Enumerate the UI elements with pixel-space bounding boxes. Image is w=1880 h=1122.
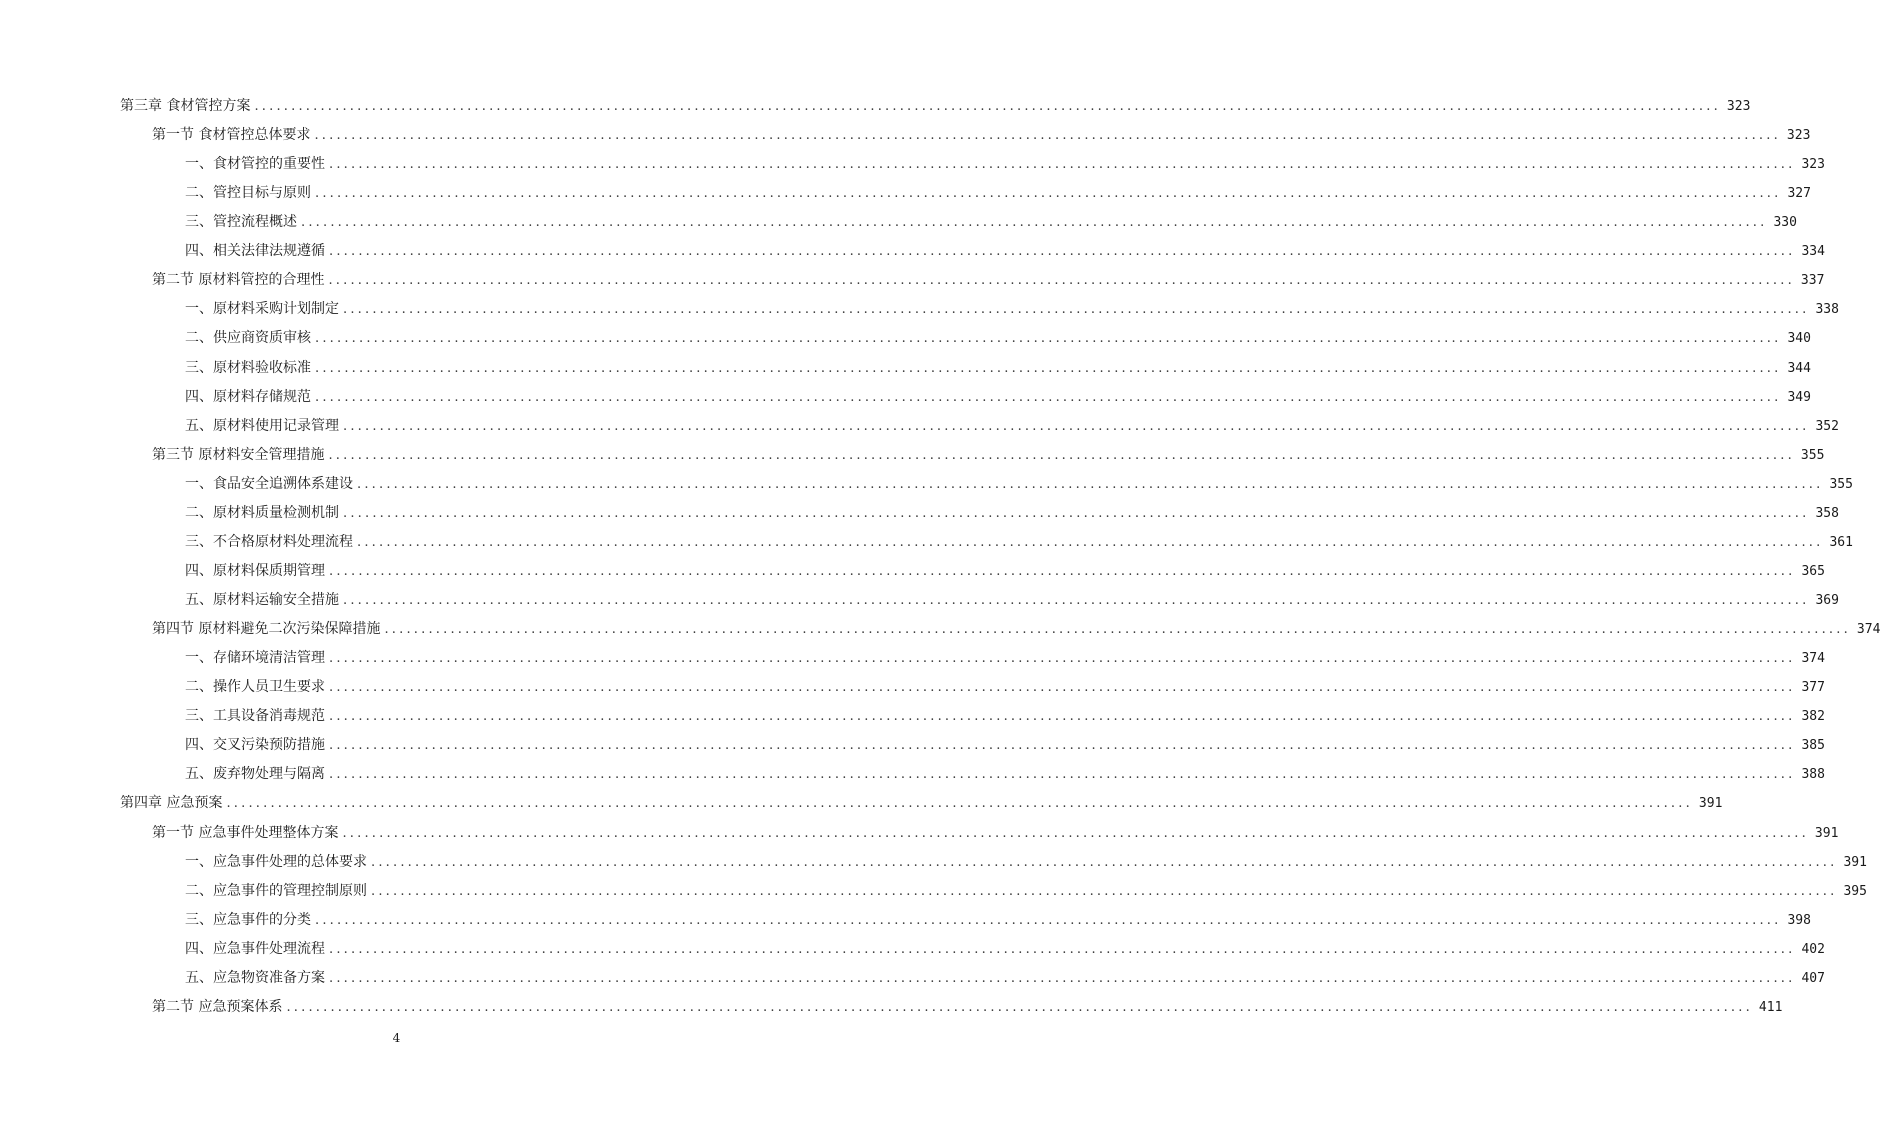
toc-entry-page: 391 <box>1843 854 1867 870</box>
dot-leader: ........................................................................................................................................................................................................ <box>329 680 1796 696</box>
dot-leader: ........................................................................................................................................................................................................ <box>329 970 1796 986</box>
dot-leader: ........................................................................................................................................................................................................ <box>328 273 1795 289</box>
dot-leader: ........................................................................................................................................................................................................ <box>315 186 1782 202</box>
toc-entry-page: 402 <box>1801 941 1825 957</box>
toc-entry-title: 二、供应商资质审核 <box>185 330 311 347</box>
toc-entry-title: 五、废弃物处理与隔离 <box>185 766 325 783</box>
toc-entry-page: 361 <box>1829 534 1853 550</box>
toc-entry-page: 365 <box>1801 563 1825 579</box>
toc-subsection-entry[interactable] <box>185 731 1825 760</box>
toc-entry-title: 二、操作人员卫生要求 <box>185 679 325 696</box>
toc-section-entry[interactable] <box>152 615 1880 644</box>
toc-subsection-entry[interactable] <box>185 906 1811 935</box>
toc-entry-page: 398 <box>1787 912 1811 928</box>
toc-chapter-entry[interactable] <box>120 789 1723 818</box>
dot-leader: ........................................................................................................................................................................................................ <box>254 99 1721 114</box>
toc-entry-title: 三、工具设备消毒规范 <box>185 708 325 725</box>
toc-entry-title: 第三节 原材料安全管理措施 <box>152 446 325 463</box>
toc-subsection-entry[interactable] <box>185 383 1811 412</box>
toc-subsection-entry[interactable] <box>185 470 1853 499</box>
toc-entry-page: 355 <box>1829 476 1853 492</box>
toc-entry-page: 391 <box>1814 825 1839 841</box>
toc-entry-page: 352 <box>1815 418 1839 434</box>
page-number: 4 <box>392 1031 401 1045</box>
toc-subsection-entry[interactable] <box>185 324 1811 353</box>
toc-entry-title: 四、应急事件处理流程 <box>185 940 325 957</box>
toc-entry-page: 358 <box>1815 505 1839 521</box>
toc-entry-page: 395 <box>1843 883 1867 899</box>
dot-leader: ........................................................................................................................................................................................................ <box>329 767 1796 783</box>
toc-entry-page: 374 <box>1856 622 1880 638</box>
toc-entry-title: 三、应急事件的分类 <box>185 911 311 928</box>
dot-leader: ........................................................................................................................................................................................................ <box>357 534 1824 550</box>
dot-leader: ........................................................................................................................................................................................................ <box>301 215 1768 231</box>
toc-subsection-entry[interactable] <box>185 702 1825 731</box>
toc-entry-page: 374 <box>1801 651 1825 667</box>
toc-entry-title: 四、相关法律法规遵循 <box>185 243 325 260</box>
toc-subsection-entry[interactable] <box>185 848 1867 877</box>
toc-entry-page: 355 <box>1800 447 1825 463</box>
toc-entry-title: 四、原材料存储规范 <box>185 388 311 405</box>
toc-entry-page: 323 <box>1726 99 1751 114</box>
toc-entry-page: 411 <box>1758 999 1783 1015</box>
toc-entry-page: 382 <box>1801 709 1825 725</box>
toc-entry-page: 377 <box>1801 680 1825 696</box>
toc-entry-page: 385 <box>1801 738 1825 754</box>
toc-entry-title: 四、原材料保质期管理 <box>185 562 325 579</box>
toc-entry-title: 第三章 食材管控方案 <box>120 98 251 114</box>
dot-leader: ........................................................................................................................................................................................................ <box>226 796 1693 812</box>
toc-subsection-entry[interactable] <box>185 586 1839 615</box>
toc-entry-title: 三、管控流程概述 <box>185 214 297 231</box>
dot-leader: ........................................................................................................................................................................................................ <box>329 651 1796 667</box>
toc-entry-title: 二、原材料质量检测机制 <box>185 504 339 521</box>
toc-entry-title: 二、管控目标与原则 <box>185 185 311 202</box>
toc-subsection-entry[interactable] <box>185 964 1825 993</box>
toc-subsection-entry[interactable] <box>185 208 1797 237</box>
toc-entry-title: 五、原材料运输安全措施 <box>185 592 339 609</box>
toc-entry-title: 第四章 应急预案 <box>120 795 223 812</box>
dot-leader: ........................................................................................................................................................................................................ <box>329 157 1796 173</box>
toc-entry-page: 330 <box>1773 215 1797 231</box>
toc-subsection-entry[interactable] <box>185 644 1825 673</box>
toc-entry-page: 369 <box>1815 593 1839 609</box>
toc-subsection-entry[interactable] <box>185 354 1811 383</box>
toc-subsection-entry[interactable] <box>185 150 1825 179</box>
toc-entry-page: 323 <box>1801 157 1825 173</box>
toc-entry-page: 340 <box>1787 331 1811 347</box>
dot-leader: ........................................................................................................................................................................................................ <box>342 825 1809 841</box>
dot-leader: ........................................................................................................................................................................................................ <box>329 941 1796 957</box>
toc-entry-title: 第一节 食材管控总体要求 <box>152 127 311 144</box>
toc-entry-title: 二、应急事件的管理控制原则 <box>185 882 367 899</box>
dot-leader: ........................................................................................................................................................................................................ <box>315 912 1782 928</box>
toc-entry-title: 一、应急事件处理的总体要求 <box>185 853 367 870</box>
dot-leader: ........................................................................................................................................................................................................ <box>315 331 1782 347</box>
toc-subsection-entry[interactable] <box>185 295 1839 324</box>
toc-entry-page: 349 <box>1787 389 1811 405</box>
toc-entry-page: 344 <box>1787 360 1811 376</box>
toc-entry-title: 四、交叉污染预防措施 <box>185 737 325 754</box>
toc-subsection-entry[interactable] <box>185 877 1867 906</box>
toc-entry-page: 407 <box>1801 970 1825 986</box>
toc-section-entry[interactable] <box>152 441 1825 470</box>
dot-leader: ........................................................................................................................................................................................................ <box>384 622 1851 638</box>
dot-leader: ........................................................................................................................................................................................................ <box>286 999 1753 1015</box>
toc-entry-title: 一、存储环境清洁管理 <box>185 650 325 667</box>
toc-section-entry[interactable] <box>152 266 1825 295</box>
toc-entry-title: 三、原材料验收标准 <box>185 359 311 376</box>
dot-leader: ........................................................................................................................................................................................................ <box>343 302 1810 318</box>
toc-entry-title: 五、应急物资准备方案 <box>185 969 325 986</box>
toc-subsection-entry[interactable] <box>185 499 1839 528</box>
toc-section-entry[interactable] <box>152 819 1839 848</box>
dot-leader: ........................................................................................................................................................................................................ <box>371 883 1838 899</box>
toc-entry-page: 337 <box>1800 273 1825 289</box>
toc-subsection-entry[interactable] <box>185 528 1853 557</box>
dot-leader: ........................................................................................................................................................................................................ <box>329 738 1796 754</box>
toc-subsection-entry[interactable] <box>185 412 1839 441</box>
toc-entry-title: 第四节 原材料避免二次污染保障措施 <box>152 621 381 638</box>
dot-leader: ........................................................................................................................................................................................................ <box>314 128 1781 144</box>
toc-entry-title: 三、不合格原材料处理流程 <box>185 533 353 550</box>
dot-leader: ........................................................................................................................................................................................................ <box>328 447 1795 463</box>
toc-subsection-entry[interactable] <box>185 673 1825 702</box>
toc-entry-title: 第二节 应急预案体系 <box>152 998 283 1015</box>
toc-subsection-entry[interactable] <box>185 557 1825 586</box>
toc-section-entry[interactable] <box>152 121 1811 150</box>
dot-leader: ........................................................................................................................................................................................................ <box>329 709 1796 725</box>
toc-chapter-entry[interactable] <box>120 92 1751 121</box>
toc-subsection-entry[interactable] <box>185 935 1825 964</box>
dot-leader: ........................................................................................................................................................................................................ <box>371 854 1838 870</box>
dot-leader: ........................................................................................................................................................................................................ <box>343 505 1810 521</box>
toc-entry-page: 391 <box>1698 796 1723 812</box>
toc-subsection-entry[interactable] <box>185 237 1825 266</box>
toc-entry-title: 一、食品安全追溯体系建设 <box>185 475 353 492</box>
dot-leader: ........................................................................................................................................................................................................ <box>329 563 1796 579</box>
toc-entry-title: 第二节 原材料管控的合理性 <box>152 272 325 289</box>
toc-entry-title: 第一节 应急事件处理整体方案 <box>152 824 339 841</box>
dot-leader: ........................................................................................................................................................................................................ <box>357 476 1824 492</box>
dot-leader: ........................................................................................................................................................................................................ <box>329 244 1796 260</box>
toc-subsection-entry[interactable] <box>185 179 1811 208</box>
toc-entry-page: 388 <box>1801 767 1825 783</box>
toc-subsection-entry[interactable] <box>185 760 1825 789</box>
dot-leader: ........................................................................................................................................................................................................ <box>343 418 1810 434</box>
toc-entry-title: 五、原材料使用记录管理 <box>185 417 339 434</box>
dot-leader: ........................................................................................................................................................................................................ <box>343 593 1810 609</box>
toc-section-entry[interactable] <box>152 993 1783 1022</box>
toc-entry-page: 327 <box>1787 186 1811 202</box>
toc-entry-page: 323 <box>1786 128 1811 144</box>
toc-entry-title: 一、原材料采购计划制定 <box>185 301 339 318</box>
toc-entry-page: 334 <box>1801 244 1825 260</box>
toc-entry-title: 一、食材管控的重要性 <box>185 156 325 173</box>
dot-leader: ........................................................................................................................................................................................................ <box>315 360 1782 376</box>
dot-leader: ........................................................................................................................................................................................................ <box>315 389 1782 405</box>
toc-entry-page: 338 <box>1815 302 1839 318</box>
